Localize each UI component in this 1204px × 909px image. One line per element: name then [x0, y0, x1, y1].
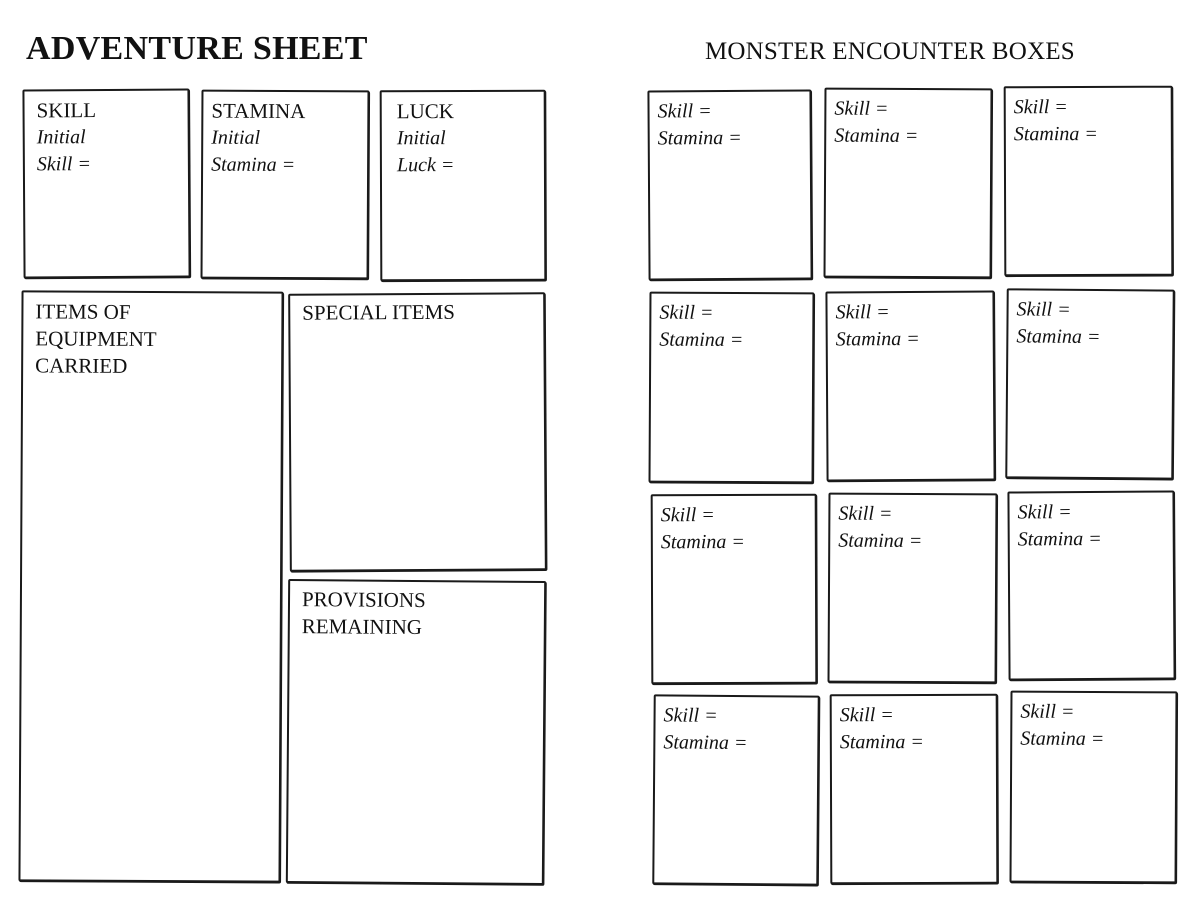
monster-stamina-label: Stamina =	[835, 327, 920, 351]
monster-stamina-label: Stamina =	[839, 730, 924, 754]
monster-box-7[interactable]	[651, 494, 818, 685]
monster-stamina-label: Stamina =	[1013, 122, 1098, 146]
monster-skill-label: Skill =	[1013, 96, 1068, 119]
monster-box-11[interactable]	[830, 694, 999, 885]
monster-stamina-label: Stamina =	[660, 530, 745, 554]
skill-value-label: Skill =	[36, 153, 91, 176]
monster-box-6[interactable]	[1005, 288, 1174, 479]
monster-box-10[interactable]	[652, 694, 819, 885]
monster-stamina-label: Stamina =	[663, 731, 748, 755]
luck-initial-label: Initial	[396, 127, 446, 150]
luck-value-label: Luck =	[396, 154, 455, 177]
monster-skill-label: Skill =	[1020, 700, 1075, 723]
stamina-value-label: Stamina =	[211, 153, 296, 177]
stamina-label: STAMINA	[211, 98, 306, 124]
monster-box-2[interactable]	[824, 88, 993, 279]
monster-box-10-text	[663, 702, 747, 757]
monster-box-1[interactable]	[647, 90, 812, 281]
monster-skill-label: Skill =	[835, 301, 890, 324]
luck-label: LUCK	[396, 99, 454, 124]
monster-skill-label: Skill =	[1017, 501, 1072, 524]
monster-stamina-label: Stamina =	[834, 124, 919, 148]
monster-stamina-label: Stamina =	[1017, 527, 1102, 551]
monster-box-5-text	[835, 299, 919, 354]
monster-box-3-text	[1014, 94, 1098, 148]
equipment-label-line2: EQUIPMENT	[35, 326, 157, 352]
monster-box-12[interactable]	[1009, 691, 1177, 884]
provisions-label-line2: REMAINING	[301, 614, 423, 640]
equipment-box[interactable]	[18, 290, 283, 882]
provisions-label-line1: PROVISIONS	[301, 587, 426, 613]
skill-initial-label: Initial	[36, 126, 86, 149]
monster-skill-label: Skill =	[663, 704, 718, 727]
monster-box-8[interactable]	[828, 493, 998, 684]
skill-label: SKILL	[36, 98, 97, 123]
monster-box-6-text	[1016, 296, 1100, 351]
monster-skill-label: Skill =	[1016, 298, 1071, 321]
monster-box-12-text	[1020, 699, 1104, 753]
monster-box-3[interactable]	[1004, 86, 1174, 277]
monster-box-9[interactable]	[1007, 490, 1175, 680]
skill-box-text	[36, 97, 96, 178]
monster-box-8-text	[838, 501, 922, 555]
monster-stamina-label: Stamina =	[657, 126, 742, 150]
provisions-box[interactable]	[286, 579, 546, 885]
monster-stamina-label: Stamina =	[659, 328, 744, 352]
skill-box[interactable]	[22, 88, 190, 278]
luck-box[interactable]	[380, 90, 547, 282]
equipment-label-line3: CARRIED	[35, 353, 128, 378]
special-items-box[interactable]	[288, 292, 547, 572]
monster-skill-label: Skill =	[659, 301, 714, 324]
equipment-box-text	[35, 298, 157, 380]
special-items-label: SPECIAL ITEMS	[302, 299, 455, 325]
monster-box-11-text	[840, 702, 924, 756]
monster-skill-label: Skill =	[657, 100, 712, 123]
monster-stamina-label: Stamina =	[1020, 727, 1105, 751]
monster-encounter-title: MONSTER ENCOUNTER BOXES	[705, 38, 1075, 65]
stamina-box[interactable]	[201, 90, 370, 280]
monster-skill-label: Skill =	[660, 504, 715, 527]
monster-box-4-text	[659, 300, 743, 354]
provisions-box-text	[302, 586, 426, 641]
monster-box-7-text	[661, 502, 745, 556]
monster-box-5[interactable]	[825, 290, 995, 481]
monster-stamina-label: Stamina =	[838, 529, 923, 553]
adventure-sheet-title: ADVENTURE SHEET	[26, 30, 368, 67]
monster-box-4[interactable]	[649, 292, 815, 484]
monster-stamina-label: Stamina =	[1016, 325, 1101, 349]
monster-skill-label: Skill =	[838, 502, 893, 525]
monster-skill-label: Skill =	[834, 97, 889, 120]
luck-box-text	[397, 98, 455, 179]
monster-skill-label: Skill =	[839, 704, 894, 727]
stamina-box-text	[211, 98, 305, 179]
monster-box-9-text	[1017, 499, 1101, 554]
equipment-label-line1: ITEMS OF	[35, 299, 131, 324]
stamina-initial-label: Initial	[211, 126, 261, 149]
monster-box-2-text	[834, 96, 918, 150]
monster-box-1-text	[657, 98, 741, 153]
